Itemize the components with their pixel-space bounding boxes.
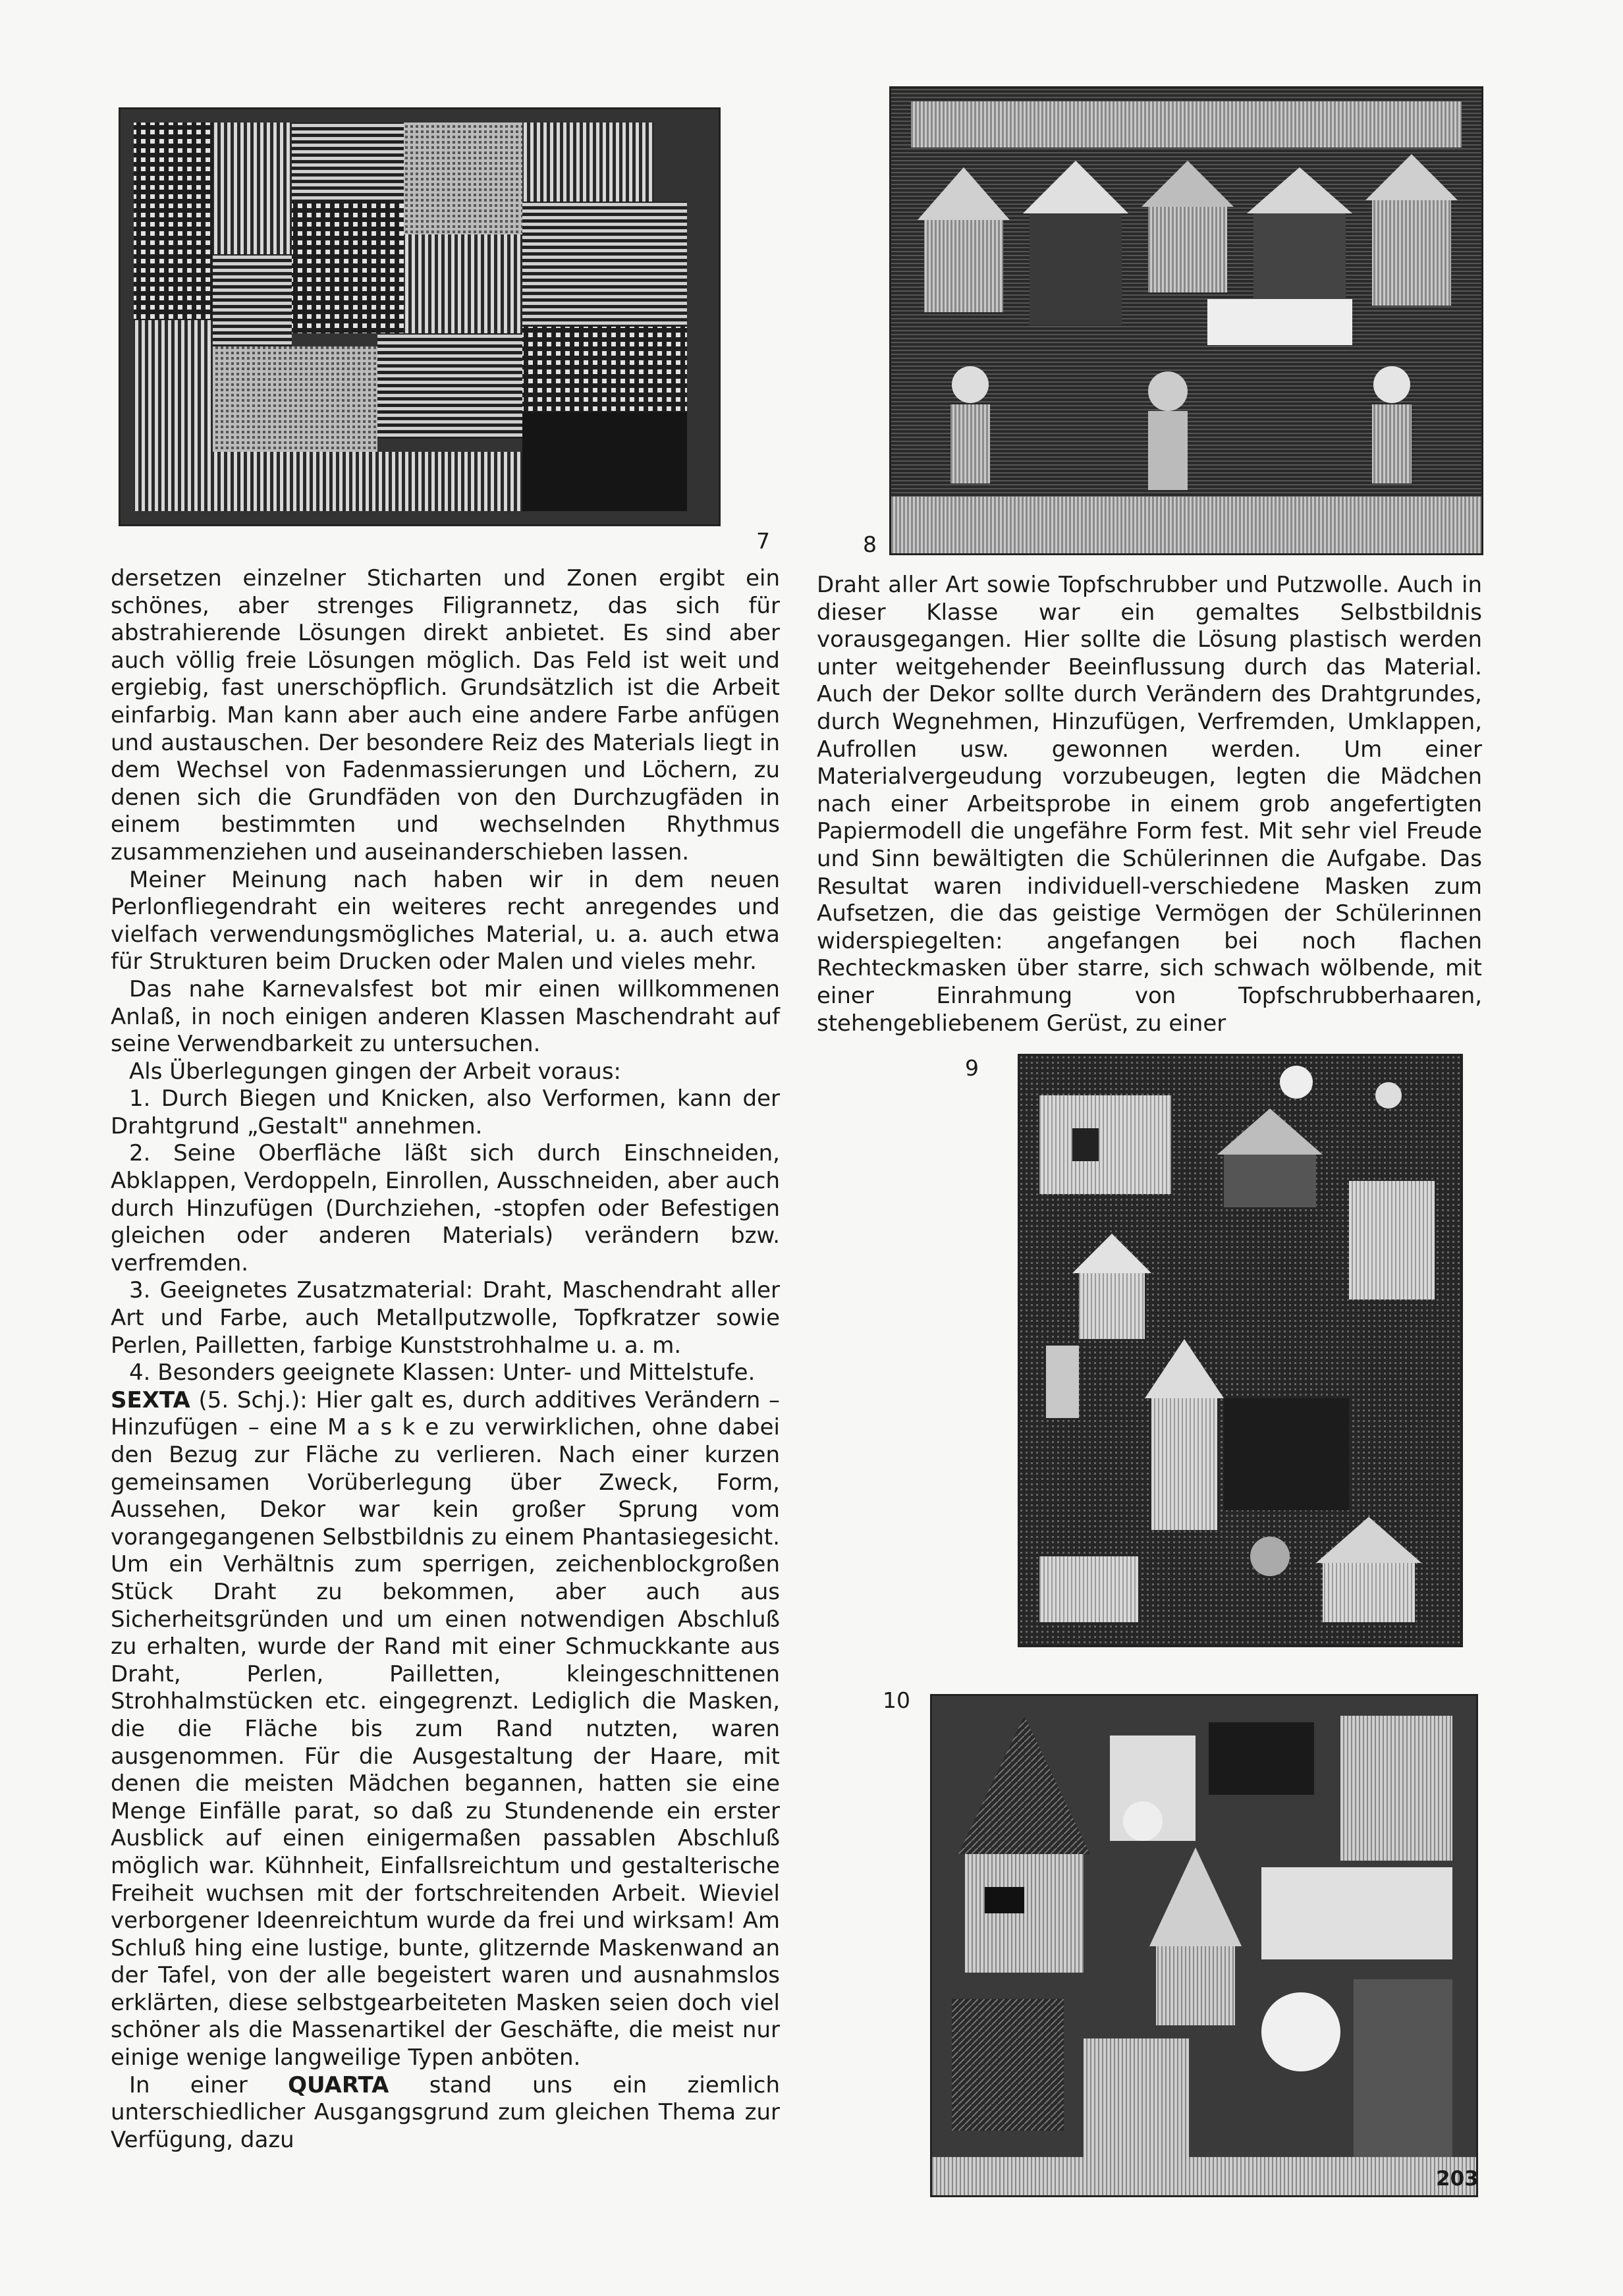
list-item: 3. Geeignetes Zusatzmaterial: Draht, Maschendraht aller Art und Farbe, auch Metallputzwolle, Topfkratzer sowie Perlen, Pailletten, farbige Kunststrohhalme u. a. m. bbox=[111, 1277, 780, 1359]
embroidered-village-scene-photo bbox=[891, 88, 1481, 553]
paragraph-text: In einer bbox=[129, 2071, 289, 2098]
figure-8-image bbox=[889, 86, 1483, 555]
right-text-column bbox=[817, 572, 1482, 1037]
embroidered-village-photo bbox=[932, 1696, 1476, 2195]
figure-9-image bbox=[1018, 1054, 1463, 1647]
paragraph-text: stand uns ein ziemlich unterschiedlicher Ausgangsgrund zum gleichen Thema zur Verfügung, dazu bbox=[111, 2071, 780, 2153]
paragraph: Draht aller Art sowie Topfschrubber und Putzwolle. Auch in dieser Klasse war ein gemaltes Selbstbildnis vorausgegangen. Hier sollte die Lösung plastisch werden unter weitgehender Beeinflussung durch das Material. Auch der Dekor sollte durch Verändern des Drahtgrundes, durch Wegnehmen, Hinzufügen, Verfremden, Umklappen, Aufrollen usw. gewonnen werden. Um einer Materialvergeudung vorzubeugen, legten die Mädchen nach einer Arbeitsprobe in einem grob angefertigten Papiermodell die ungefähre Form fest. Mit sehr viel Freude und Sinn bewältigten die Schülerinnen die Aufgabe. Das Resultat waren individuell-verschiedene Masken zum Aufsetzen, die das geistige Vermögen der Schülerinnen widerspiegelten: angefangen bei noch flachen Rechteckmasken über starre, sich schwach wölbende, mit einer Einrahmung von Topfschrubberhaaren, stehengebliebenem Gerüst, zu einer bbox=[817, 572, 1482, 1037]
paragraph bbox=[111, 2072, 780, 2154]
list-item: 4. Besonders geeignete Klassen: Unter- und Mittelstufe. bbox=[129, 1359, 756, 1386]
class-heading: QUARTA bbox=[288, 2071, 389, 2098]
figure-7-image bbox=[119, 107, 721, 526]
paragraph: dersetzen einzelner Sticharten und Zonen ergibt ein schönes, aber strenges Filigrannetz, das sich für abstrahierende Lösungen direkt anbietet. Es sind aber auch völlig freie Lösungen möglich. Das Feld ist weit und ergiebig, fast unerschöpflich. Grundsätzlich ist die Arbeit einfarbig. Man kann aber auch eine andere Farbe anfügen und austauschen. Der besondere Reiz des Materials liegt in dem Wechsel von Fadenmassierungen und Löchern, zu denen sich die Grundfäden von den Durchzugfäden in einem bestimmten und wechselnden Rhythmus zusammenziehen und auseinanderschieben lassen. bbox=[111, 565, 780, 865]
page-number: 203 bbox=[1436, 2167, 1479, 2191]
list-item: 1. Durch Biegen und Knicken, also Verformen, kann der Drahtgrund „Gestalt" annehmen. bbox=[111, 1085, 780, 1139]
list-item: 2. Seine Oberfläche läßt sich durch Einschneiden, Abklappen, Verdoppeln, Einrollen, Ausschneiden, aber auch durch Hinzufügen (Durchziehen, -stopfen oder Befestigen gleichen oder anderen Materials) verändern bzw. verfremden. bbox=[111, 1140, 780, 1276]
paragraph: Als Überlegungen gingen der Arbeit voraus: bbox=[129, 1058, 621, 1085]
left-text-column bbox=[111, 565, 780, 2154]
paragraph: Meiner Meinung nach haben wir in dem neuen Perlonfliegendraht ein weiteres recht anregendes und vielfach verwendungsmögliches Material, u. a. auch etwa für Strukturen beim Drucken oder Malen und vieles mehr. bbox=[111, 866, 780, 975]
paragraph bbox=[111, 1387, 780, 2072]
embroidery-sampler-photo bbox=[121, 109, 719, 524]
figure-7-number: 7 bbox=[756, 528, 770, 554]
paragraph-text: (5. Schj.): Hier galt es, durch additives Verändern – Hinzufügen – eine M a s k e zu verwirklichen, ohne dabei den Bezug zur Fläche zu verlieren. Nach einer kurzen gemeinsamen Vorüberlegung über Zweck, Form, Aussehen, Dekor war kein großer Sprung vom vorangegangenen Selbstbildnis zu einem Phantasiegesicht. Um ein Verhältnis zum sperrigen, zeichenblockgroßen Stück Draht zu bekommen, aber auch aus Sicherheitsgründen und um einen notwendigen Abschluß zu erhalten, wurde der Rand mit einer Schmuckkante aus Draht, Perlen, Pailletten, kleingeschnittenen Strohhalmstücken etc. eingegrenzt. Lediglich die Masken, die die Fläche bis zum Rand nutzten, waren ausgenommen. Für die Ausgestaltung der Haare, mit denen die meisten Mädchen begannen, hatten sie eine Menge Einfälle parat, so daß zu Stundenende ein erster Ausblick auf einen einigermaßen passablen Abschluß möglich war. Kühnheit, Einfallsreichtum und gestalterische Freiheit wuchsen mit der fortschreitenden Arbeit. Wieviel verborgener Ideenreichtum wurde da frei und wirksam! Am Schluß hing eine lustige, bunte, glitzernde Maskenwand an der Tafel, von der alle begeistert waren und ausnahmslos erklärten, diese selbstgearbeiteten Masken seien doch viel schöner als die Massenartikel der Geschäfte, die meist nur einige wenige langweilige Typen anböten. bbox=[111, 1386, 780, 2071]
paragraph: Das nahe Karnevalsfest bot mir einen willkommenen Anlaß, in noch einigen anderen Klassen Maschendraht auf seine Verwendbarkeit zu untersuchen. bbox=[111, 975, 780, 1058]
figure-10-number: 10 bbox=[883, 1687, 910, 1713]
figure-9-number: 9 bbox=[965, 1055, 979, 1081]
figure-10-image bbox=[930, 1694, 1478, 2197]
embroidered-houses-photo bbox=[1020, 1056, 1461, 1645]
class-heading: SEXTA bbox=[111, 1386, 190, 1413]
figure-8-number: 8 bbox=[863, 532, 877, 557]
